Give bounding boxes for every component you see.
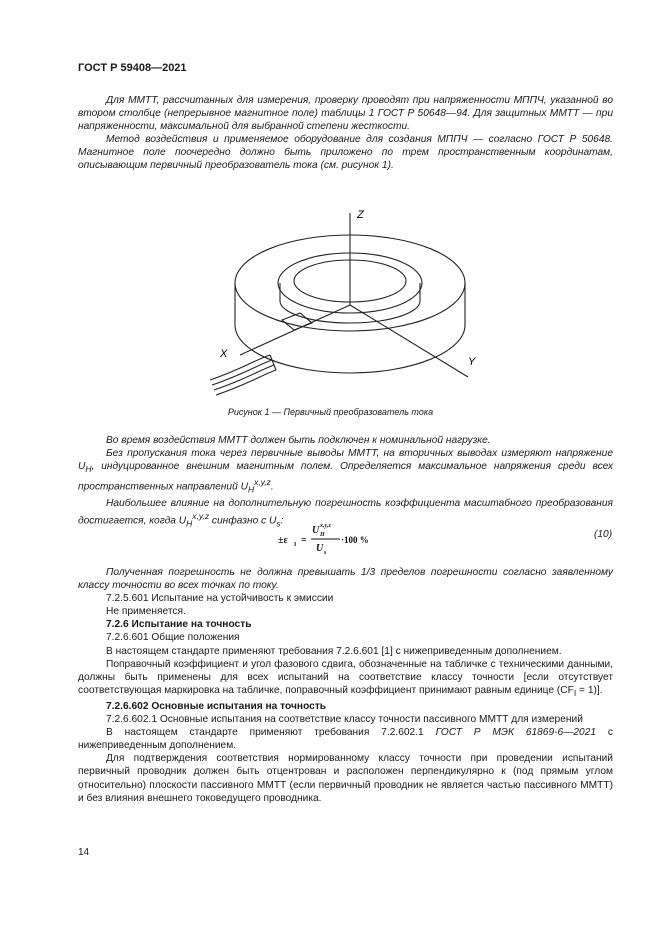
formula-lhs-sub: I	[294, 542, 297, 548]
formula-num-sub: H	[320, 532, 325, 538]
not-applied-text: Не применяется.	[106, 606, 186, 618]
formula-number: (10)	[594, 529, 613, 540]
figure-caption: Рисунок 1 — Первичный преобразователь тока	[227, 407, 434, 417]
cable	[210, 355, 276, 395]
formula-num: U	[312, 525, 320, 536]
formula-10	[278, 519, 378, 559]
axis-x-line	[240, 305, 350, 355]
intro-paragraph-1: Для ММТТ, рассчитанных для измерения, проверку проводят при напряженности МППЧ, указанной во втором столбце (непрерывное магнитное поле) таблицы 1 ГОСТ Р 50648—94. Для защитных ММТТ — при напряженности, максимальной для выбранной степени жесткости.	[78, 95, 613, 133]
axis-z-label: Z	[357, 209, 364, 221]
paragraph-error-limit: Полученная погрешность не должна превышать 1/3 пределов погрешности согласно заявленному классу точности во всех точках по току.	[78, 567, 613, 592]
intro-block	[78, 94, 613, 173]
sections-block	[78, 566, 613, 805]
paragraph-load: Во время воздействия ММТТ должен быть подключен к номинальной нагрузке.	[106, 435, 491, 446]
formula-den: U	[316, 543, 324, 554]
formula-num-sup: x,y,z	[320, 523, 331, 529]
formula-lhs: ±ε	[278, 535, 288, 546]
after-figure-block	[78, 434, 613, 530]
formula-tail: ·100 %	[341, 535, 369, 545]
figure-current-transformer	[200, 205, 485, 400]
intro-paragraph-2: Метод воздействия и применяемое оборудование для создания МППЧ — согласно ГОСТ Р 50648. Магнитное поле поочередно должно быть приложено по трем пространственным координатам, описывающим первичный преобразователь тока (см. рисунок 1).	[78, 134, 613, 172]
document-header: ГОСТ Р 59408—2021	[78, 62, 187, 74]
section-7-2-6-heading: 7.2.6 Испытание на точность	[106, 619, 252, 631]
paragraph-voltage: Без пропускания тока через первичные выводы ММТТ, на вторичных выводах измеряют напряжение $U_H$, индуцированное внешним магнитным полем. Определяется максимальное напряжения среди всех пространственных направлений $U_H^{x,y,z}$.	[78, 448, 613, 495]
section-7-2-6-602-1: 7.2.6.602.1 Основные испытания на соответствие классу точности пассивного ММТТ для измерений	[106, 714, 583, 726]
paragraph-final: Для подтверждения соответствия нормированному классу точности при проведении испытаний первичный проводник должен быть отцентрован и расположен перпендикулярно к (под прямым углом относительно) плоскости пассивного ММТТ (если первичный проводник не является частью пассивного ММТТ) и без влияния внешнего токоведущего проводника.	[78, 753, 613, 804]
section-7-2-6-602: 7.2.6.602 Основные испытания на точность	[106, 700, 327, 712]
paragraph-standard-2: В настоящем стандарте применяют требования 7.2.602.1 ГОСТ Р МЭК 61869-6—2021 с нижеприведенным дополнением.	[78, 727, 613, 752]
toroid-drawing	[200, 205, 485, 400]
paragraph-standard-1: В настоящем стандарте применяют требования 7.2.6.601 [1] с нижеприведенным дополнением.	[106, 645, 562, 657]
paragraph-correction: Поправочный коэффициент и угол фазового сдвига, обозначенные на табличке с техническими данными, должны быть применены для всех испытаний на соответствие классу точности [если отсутствует соответствующая маркировка на табличке, поправочный коэффициент принимают равным единице $(CF_I = 1)$].	[78, 658, 613, 698]
paragraph-influence: Наибольшее влияние на дополнительную погрешность коэффициента масштабного преобразования достигается, когда $U_H^{x,y,z}$ синфазно с $U_s$:	[78, 497, 613, 529]
page-number: 14	[78, 847, 90, 858]
axis-y-label: Y	[468, 356, 476, 368]
svg-text:=: =	[301, 535, 307, 546]
section-7-2-6-601: 7.2.6.601 Общие положения	[106, 632, 240, 644]
axis-x-label: X	[220, 348, 228, 360]
formula-den-sub: s	[324, 550, 327, 556]
section-7-2-5-601: 7.2.5.601 Испытание на устойчивость к эмиссии	[106, 593, 334, 605]
